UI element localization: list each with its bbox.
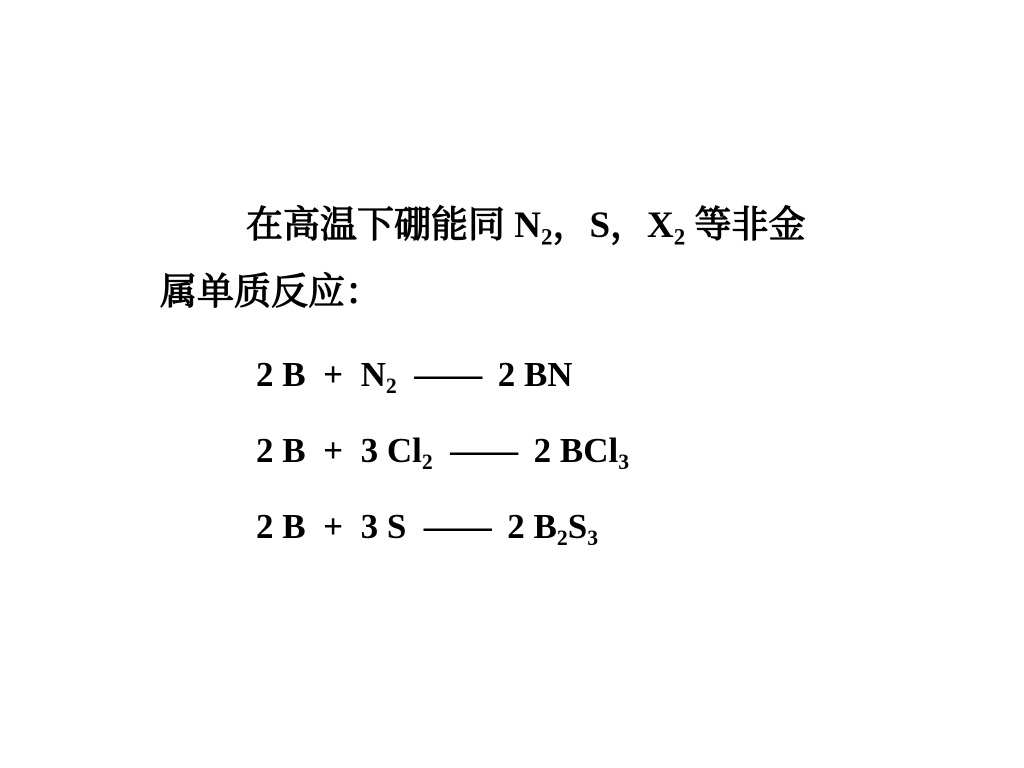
separator-comma-2: ， <box>610 203 648 246</box>
equation-boron-sulfide <box>256 502 629 578</box>
eq1-reactant-2-subscript: 2 <box>385 373 397 398</box>
eq2-reactant-2: 3 Cl <box>360 431 422 470</box>
eq1-reactant-1: 2 B <box>256 355 306 394</box>
eq3-product-part-1-subscript: 2 <box>556 525 568 550</box>
halogen-subscript: 2 <box>673 224 686 250</box>
intro-text-tail: 等非金 <box>694 203 806 246</box>
eq2-arrow: —— <box>450 431 517 470</box>
intro-line-2: 属单质反应： <box>160 270 382 313</box>
eq3-plus: + <box>323 507 344 546</box>
eq2-plus: + <box>323 431 344 470</box>
intro-text-start: 在高温下硼能同 <box>246 203 505 246</box>
nitrogen-symbol: N <box>514 205 541 246</box>
equation-boron-trichloride <box>256 426 629 502</box>
eq3-reactant-2: 3 S <box>360 507 407 546</box>
eq1-plus: + <box>323 355 344 394</box>
eq1-product: 2 BN <box>497 355 573 394</box>
eq3-arrow: —— <box>423 507 490 546</box>
nitrogen-subscript: 2 <box>540 224 553 250</box>
separator-comma-1: ， <box>552 203 590 246</box>
eq1-reactant-2: N <box>360 355 386 394</box>
eq2-reactant-1: 2 B <box>256 431 306 470</box>
eq3-product-part-1: 2 B <box>507 507 557 546</box>
eq2-product: 2 BCl <box>533 431 619 470</box>
eq3-product-part-2-subscript: 3 <box>587 525 599 550</box>
eq3-product-part-2: S <box>567 507 588 546</box>
eq2-product-subscript: 3 <box>618 449 630 474</box>
sulfur-symbol: S <box>589 205 611 246</box>
equation-list <box>256 350 629 578</box>
equation-boron-nitride <box>256 350 629 426</box>
eq3-reactant-1: 2 B <box>256 507 306 546</box>
eq2-reactant-2-subscript: 2 <box>421 449 433 474</box>
intro-line-1 <box>160 192 860 259</box>
eq1-arrow: —— <box>414 355 481 394</box>
intro-paragraph <box>160 192 860 325</box>
halogen-symbol: X <box>647 205 674 246</box>
